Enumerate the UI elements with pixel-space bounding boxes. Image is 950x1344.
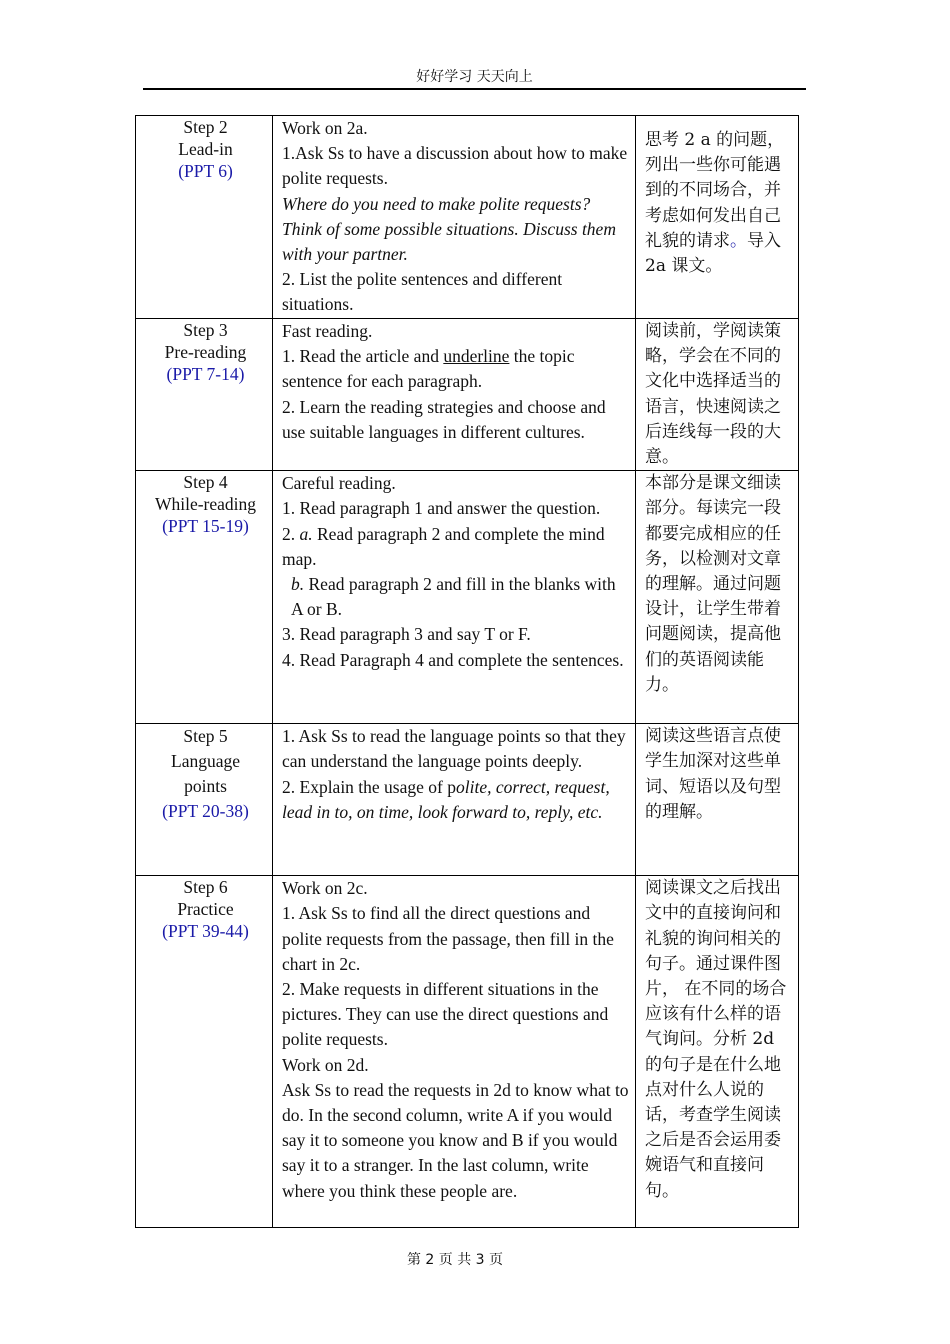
- ppt-reference: (PPT 6): [178, 161, 233, 181]
- activity-line: Work on 2c.: [282, 878, 368, 899]
- activity-line: 2. Make requests in different situations in the pictures. They can use the direct questions and polite requests.: [282, 979, 609, 1050]
- note-cell: 阅读这些语言点使学生加深对这些单词、短语以及句型的理解。: [636, 724, 799, 876]
- activity-line: Fast reading.: [282, 321, 373, 341]
- italic-marker: b.: [291, 574, 305, 595]
- note-text: 。: [730, 230, 747, 251]
- step-phase: Lead-in: [178, 139, 233, 159]
- activity-text: the topic sentence for each paragraph.: [282, 346, 575, 392]
- activity-line: [282, 572, 629, 622]
- activity-line: 1.Ask Ss to have a discussion about how to make polite requests.: [282, 143, 628, 189]
- activity-text: 1. Read the article and: [282, 346, 444, 367]
- activity-line: 2. Learn the reading strategies and choose and use suitable languages in different cultures.: [282, 396, 606, 442]
- step-phase: points: [184, 776, 227, 797]
- step-number: Step 6: [183, 877, 228, 898]
- table-row: [136, 116, 799, 319]
- table-row: [136, 319, 799, 471]
- step-phase: Pre-reading: [164, 342, 247, 362]
- note-text: 思考 2 a 的问题，列出一些你可能遇到的不同场合，并考虑如何发出自己礼貌的请求: [645, 130, 785, 251]
- step-cell: [136, 319, 273, 471]
- lesson-plan-table: [135, 115, 799, 1228]
- step-cell: [136, 471, 273, 724]
- step-phase: Practice: [177, 899, 234, 920]
- step-cell: [136, 116, 273, 319]
- ppt-reference: (PPT 39-44): [162, 921, 249, 942]
- activity-line: 1. Ask Ss to find all the direct questions and polite requests from the passage, then fill in the chart in 2c.: [282, 903, 614, 974]
- activity-line: Work on 2a.: [282, 118, 368, 138]
- activity-cell: [273, 724, 636, 876]
- italic-text: olite, correct, request, lead in to, on time, look forward to, reply, etc.: [282, 776, 610, 822]
- table-row: [136, 471, 799, 724]
- step-cell: [136, 876, 273, 1228]
- activity-line: [282, 522, 629, 572]
- step-cell: [136, 724, 273, 876]
- ppt-reference: (PPT 20-38): [162, 801, 249, 822]
- note-cell: 本部分是课文细读部分。每读完一段都要完成相应的任务，以检测对文章的理解。通过问题设计，让学生带着问题阅读，提高他们的英语阅读能力。: [636, 471, 799, 724]
- activity-line: 3. Read paragraph 3 and say T or F.: [282, 624, 531, 645]
- step-phase: Language: [171, 751, 240, 772]
- table-row: [136, 876, 799, 1228]
- activity-line: Ask Ss to read the requests in 2d to know what to do. In the second column, write A if you would say it to someone you know and B if you would say it to a stranger. In the last column, write where you think these people are.: [282, 1079, 629, 1201]
- activity-line: 2. List the polite sentences and different situations.: [282, 269, 563, 315]
- page-footer: 第 2 页 共 3 页: [406, 1252, 504, 1268]
- activity-cell: [273, 319, 636, 471]
- table-row: [136, 724, 799, 876]
- activity-text: 2. Explain the usage of p: [282, 776, 456, 797]
- activity-line: Careful reading.: [282, 473, 396, 494]
- activity-line: Where do you need to make polite requests? Think of some possible situations. Discuss them with your partner.: [282, 193, 616, 265]
- step-number: Step 4: [183, 472, 228, 493]
- italic-marker: a.: [299, 523, 313, 544]
- step-number: Step 3: [183, 320, 228, 340]
- note-cell: [636, 116, 799, 319]
- note-text: 导入 2a 课文。: [645, 230, 781, 277]
- step-number: Step 2: [183, 117, 228, 137]
- note-cell: 阅读课文之后找出文中的直接询问和礼貌的询问相关的句子。通过课件图片， 在不同的场合应该有什么样的语气询问。分析 2d 的句子是在什么地点对什么人说的话，考查学生阅读之后是否会运用委婉语气和直接问句。: [636, 876, 799, 1228]
- activity-line: [282, 344, 629, 394]
- step-phase: While-reading: [154, 494, 257, 515]
- activity-text: Read paragraph 2 and fill in the blanks with A or B.: [291, 574, 616, 620]
- activity-line: 4. Read Paragraph 4 and complete the sentences.: [282, 649, 624, 670]
- underlined-text: underline: [443, 346, 510, 367]
- activity-text: Read paragraph 2 and complete the mind map.: [282, 523, 605, 569]
- ppt-reference: (PPT 7-14): [166, 364, 245, 384]
- activity-cell: [273, 876, 636, 1228]
- step-number: Step 5: [183, 726, 228, 747]
- activity-cell: [273, 471, 636, 724]
- activity-line: 1. Ask Ss to read the language points so that they can understand the language points deeply.: [282, 726, 626, 772]
- activity-cell: [273, 116, 636, 319]
- activity-line: Work on 2d.: [282, 1054, 369, 1075]
- ppt-reference: (PPT 15-19): [162, 516, 249, 537]
- activity-text: 2.: [282, 523, 300, 544]
- activity-line: [282, 775, 629, 825]
- note-cell: 阅读前，学阅读策略，学会在不同的文化中选择适当的语言，快速阅读之后连线每一段的大意。: [636, 319, 799, 471]
- activity-line: 1. Read paragraph 1 and answer the question.: [282, 498, 601, 519]
- page-header: 好好学习 天天向上: [143, 66, 806, 90]
